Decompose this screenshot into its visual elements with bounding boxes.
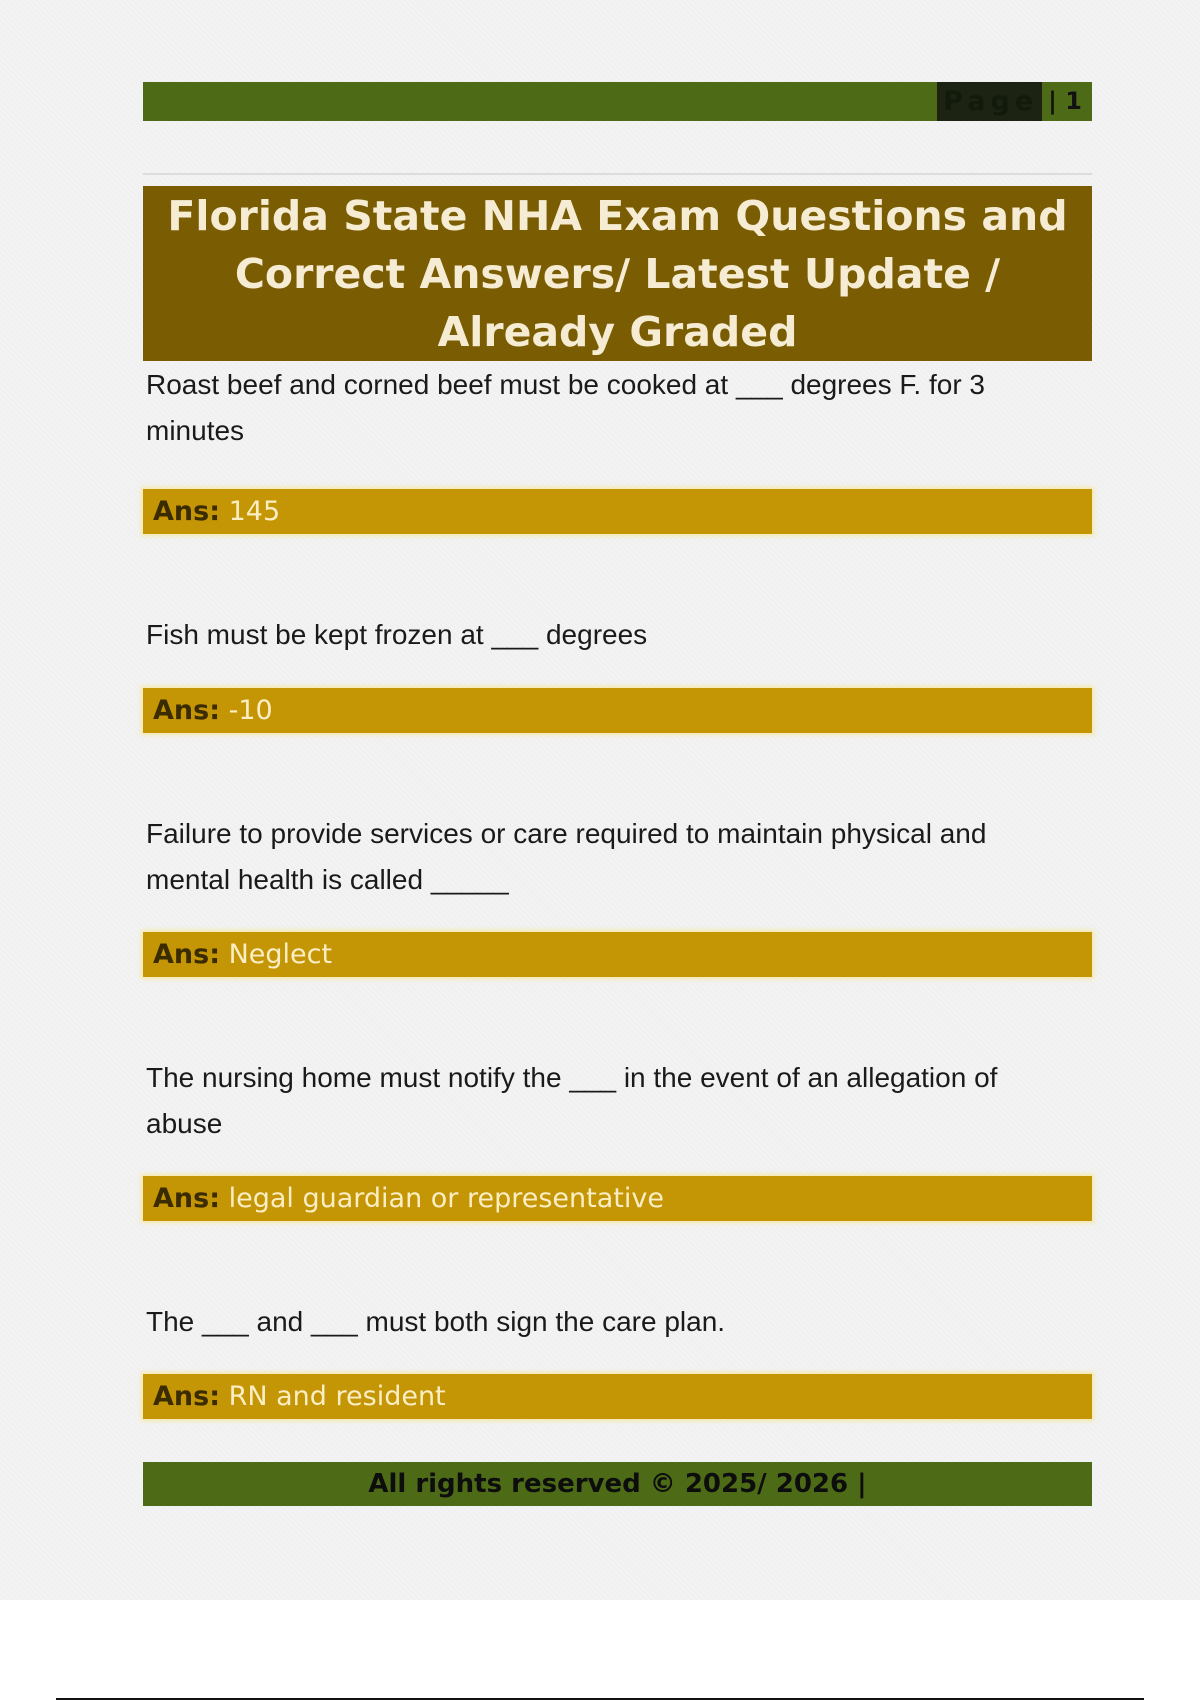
answer-label: Ans: — [153, 1183, 220, 1214]
page-number-value: | 1 — [1042, 82, 1092, 121]
answer-value: 145 — [228, 496, 281, 527]
page-header-bar — [143, 82, 1092, 121]
answer-label: Ans: — [153, 496, 220, 527]
answer-label: Ans: — [153, 695, 220, 726]
answer-bar — [143, 932, 1092, 977]
question-text: Roast beef and corned beef must be cooked at ___ degrees F. for 3 minutes — [146, 369, 985, 446]
question-text: The nursing home must notify the ___ in the event of an allegation of abuse — [146, 1062, 998, 1139]
answer-label: Ans: — [153, 939, 220, 970]
answer-bar — [143, 1176, 1092, 1221]
document-title: Florida State NHA Exam Questions and Correct Answers/ Latest Update / Already Graded — [143, 186, 1092, 361]
question-text: Fish must be kept frozen at ___ degrees — [146, 619, 648, 650]
answer-bar — [143, 1374, 1092, 1419]
page-footer: All rights reserved © 2025/ 2026 | — [143, 1462, 1092, 1506]
answer-value: Neglect — [228, 939, 333, 970]
question-text: The ___ and ___ must both sign the care plan. — [146, 1306, 726, 1337]
header-divider — [143, 173, 1092, 175]
answer-bar — [143, 688, 1092, 733]
answer-value: RN and resident — [228, 1381, 446, 1412]
answer-bar — [143, 489, 1092, 534]
answer-label: Ans: — [153, 1381, 220, 1412]
answer-value: legal guardian or representative — [228, 1183, 664, 1214]
page-label: Page — [937, 82, 1042, 121]
answer-value: -10 — [228, 695, 273, 726]
page-number — [937, 82, 1092, 121]
question-text: Failure to provide services or care required to maintain physical and mental health is called _____ — [146, 818, 987, 895]
